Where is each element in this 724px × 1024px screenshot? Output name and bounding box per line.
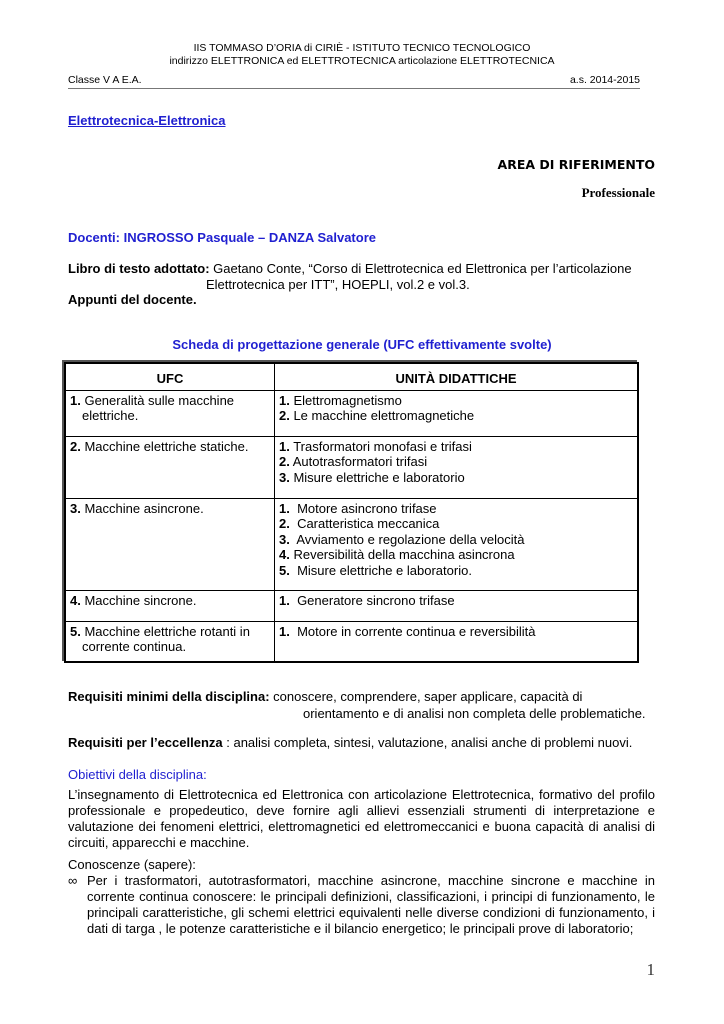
excellence-requirements: [68, 735, 632, 750]
unit-title: Motore asincrono trifase: [289, 500, 437, 516]
ufc-cell: [65, 621, 275, 662]
ufc-title: Macchine asincrone.: [80, 500, 204, 516]
unit-item: [279, 454, 633, 470]
textbook-value: Gaetano Conte, “Corso di Elettrotecnica ed Elettronica per l’articolazione: [209, 261, 632, 276]
table-row: [65, 590, 638, 621]
unit-number: 3.: [279, 469, 290, 485]
unit-item: [279, 408, 633, 424]
column-header-ufc: UFC: [65, 363, 275, 390]
unit-item: [279, 439, 633, 455]
table-title: Scheda di progettazione generale (UFC effettivamente svolte): [172, 337, 552, 352]
unit-title: Autotrasformatori trifasi: [289, 454, 428, 469]
ufc-title: Macchine elettriche statiche.: [80, 438, 249, 454]
unit-item: [279, 624, 633, 640]
min-requirements-text: conoscere, comprendere, saper applicare, capacità di: [269, 689, 583, 704]
knowledge-list: [68, 873, 655, 937]
ufc-title-cont: elettriche.: [82, 408, 139, 423]
objectives-title: Obiettivi della disciplina:: [68, 767, 207, 782]
header-school: IIS TOMMASO D’ORIA di CIRIÈ - ISTITUTO TECNICO TECNOLOGICO: [193, 42, 531, 54]
unit-number: 1.: [279, 392, 290, 408]
unit-number: 2.: [279, 408, 290, 423]
area-value: Professionale: [581, 185, 655, 200]
excellence-text: : analisi completa, sintesi, valutazione, analisi anche di problemi nuovi.: [222, 735, 633, 750]
unit-title: Misure elettriche e laboratorio: [289, 469, 465, 485]
unit-number: 1.: [279, 592, 290, 608]
ufc-number: 4.: [70, 592, 81, 608]
unit-number: 4.: [279, 547, 290, 562]
unit-title: Avviamento e regolazione della velocità: [289, 531, 525, 547]
unit-number: 5.: [279, 562, 290, 578]
area-title: AREA DI RIFERIMENTO: [497, 157, 655, 172]
unit-number: 3.: [279, 531, 290, 547]
unit-number: 1.: [279, 623, 290, 639]
bullet-icon: ∞: [68, 873, 78, 888]
ufc-title: Macchine sincrone.: [80, 592, 197, 608]
header-course: indirizzo ELETTRONICA ed ELETTROTECNICA articolazione ELETTROTECNICA: [169, 55, 555, 67]
class-label: Classe V A E.A.: [68, 74, 142, 86]
unit-title: Caratteristica meccanica: [289, 516, 440, 531]
unit-number: 2.: [279, 454, 290, 469]
unit-item: [279, 547, 633, 563]
table-header-row: [65, 363, 638, 390]
table-row: [65, 621, 638, 662]
units-cell: [275, 498, 639, 590]
textbook-value-cont: Elettrotecnica per ITT”, HOEPLI, vol.2 e vol.3.: [206, 276, 470, 292]
page-number: 1: [646, 960, 655, 979]
excellence-label: Requisiti per l’eccellenza: [68, 735, 223, 750]
ufc-title: Macchine elettriche rotanti in: [80, 623, 250, 639]
unit-title: Elettromagnetismo: [289, 392, 402, 408]
unit-number: 1.: [279, 438, 290, 454]
units-cell: [275, 590, 639, 621]
knowledge-title: Conoscenze (sapere):: [68, 857, 196, 872]
unit-item: [279, 593, 633, 609]
units-cell: [275, 436, 639, 498]
knowledge-item: Per i trasformatori, autotrasformatori, macchine asincrone, macchine sincrone e macchine in corrente continua conoscere: le principali definizioni, classificazioni, i principi di funzionamento, le principali caratteristiche, gli schemi elettrici equivalenti nelle diverse condizioni di funzionamento, i dati di targa , le potenze caratteristiche e il bilancio energetico; le principali prove di laboratorio;: [87, 873, 655, 936]
header-bar: [68, 74, 640, 89]
teacher-notes: Appunti del docente.: [68, 292, 197, 307]
school-year: a.s. 2014-2015: [569, 74, 640, 86]
ufc-cell: [65, 390, 275, 436]
unit-number: 2.: [279, 516, 290, 531]
unit-title: Trasformatori monofasi e trifasi: [289, 438, 472, 454]
unit-title: Reversibilità della macchina asincrona: [289, 547, 515, 562]
ufc-cell: [65, 436, 275, 498]
ufc-cell: [65, 498, 275, 590]
unit-title: Generatore sincrono trifase: [289, 592, 455, 608]
objectives-text: L’insegnamento di Elettrotecnica ed Elettronica con articolazione Elettrotecnica, formativo del profilo professionale e propedeutico, deve fornire agli allievi essenziali strumenti di interpretazione e valutazione dei fenomeni elettrici, elettromagnetici ed elettromeccanici e buona capacità di analisi di circuiti, apparecchi e macchine.: [68, 787, 655, 850]
min-requirements: [68, 688, 646, 722]
ufc-cell: [65, 590, 275, 621]
unit-item: [279, 470, 633, 486]
ufc-number: 3.: [70, 500, 81, 516]
unit-item: [279, 563, 633, 579]
unit-title: Misure elettriche e laboratorio.: [289, 562, 472, 578]
min-requirements-label: Requisiti minimi della disciplina:: [68, 689, 270, 704]
ufc-title-cont: corrente continua.: [82, 639, 187, 654]
ufc-number: 5.: [70, 623, 81, 639]
unit-item: [279, 516, 633, 532]
table-row: [65, 436, 638, 498]
ufc-number: 2.: [70, 438, 81, 454]
subject-title: Elettrotecnica-Elettronica: [68, 113, 226, 128]
unit-title: Le macchine elettromagnetiche: [289, 408, 475, 423]
min-requirements-text-cont: orientamento e di analisi non completa delle problematiche.: [303, 706, 646, 721]
textbook: [68, 261, 632, 308]
unit-item: [279, 532, 633, 548]
ufc-title: Generalità sulle macchine: [80, 392, 235, 408]
unit-number: 1.: [279, 500, 290, 516]
column-header-units: UNITÀ DIDATTICHE: [275, 363, 639, 390]
unit-item: [279, 501, 633, 517]
textbook-label: Libro di testo adottato:: [68, 261, 210, 276]
table-row: [65, 390, 638, 436]
units-cell: [275, 621, 639, 662]
table-row: [65, 498, 638, 590]
ufc-table: [64, 362, 639, 663]
unit-title: Motore in corrente continua e reversibilità: [289, 623, 536, 639]
ufc-number: 1.: [70, 392, 81, 408]
unit-item: [279, 393, 633, 409]
units-cell: [275, 390, 639, 436]
teachers: Docenti: INGROSSO Pasquale – DANZA Salvatore: [68, 230, 376, 245]
